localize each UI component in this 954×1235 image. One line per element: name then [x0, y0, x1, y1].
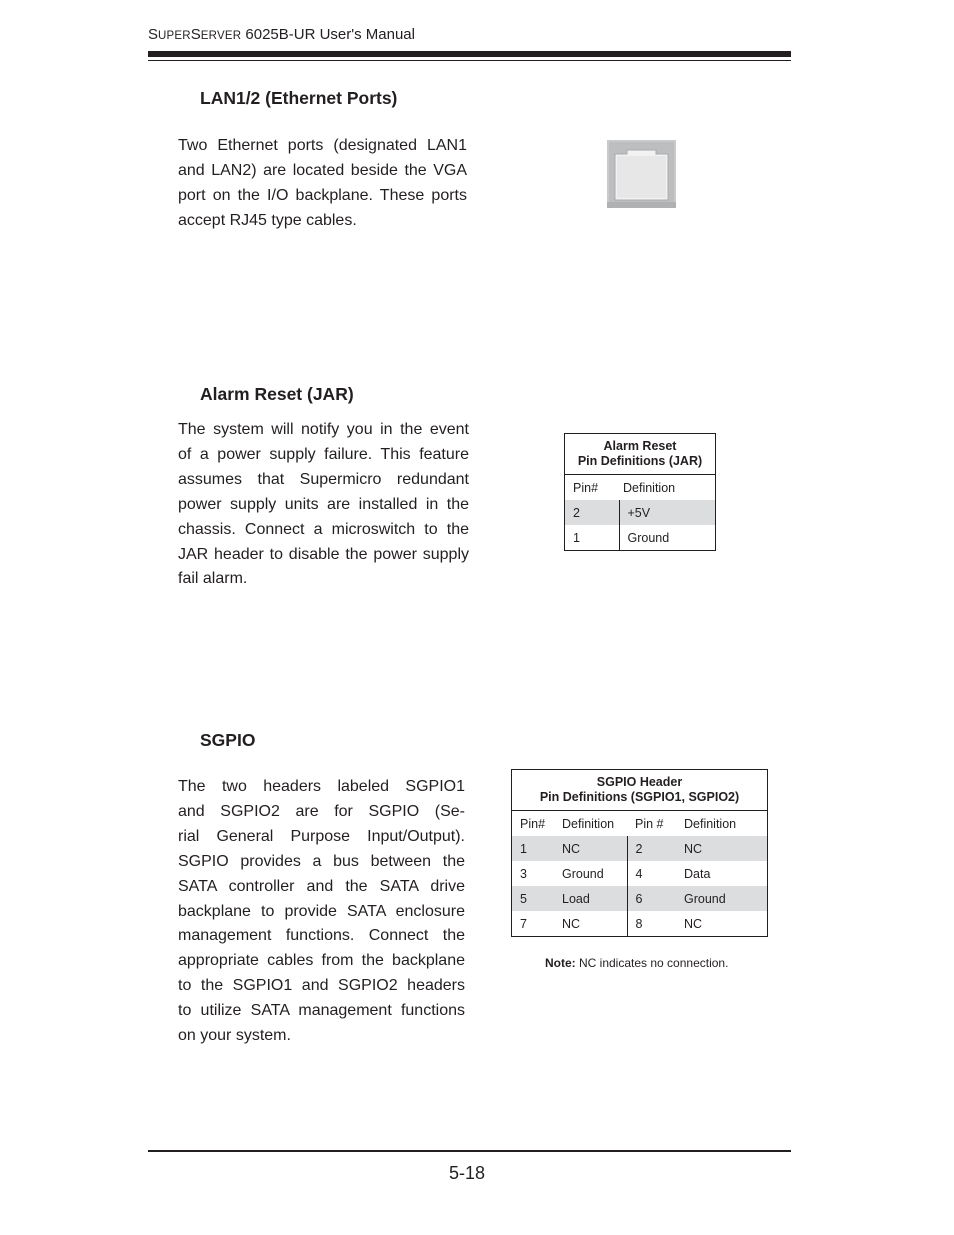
pin-cell: 4: [627, 861, 676, 886]
jar-heading: Alarm Reset (JAR): [200, 384, 354, 404]
sgpio-table-title: SGPIO Header Pin Definitions (SGPIO1, SGPIO2): [512, 770, 768, 811]
definition-cell: +5V: [619, 500, 716, 525]
col-header: Definition: [684, 816, 737, 831]
pin-cell: 2: [627, 836, 676, 861]
pin-cell: 1: [512, 836, 555, 861]
col-header: Pin#: [520, 816, 546, 831]
table-header-row: [565, 475, 716, 501]
definition-cell: NC: [554, 836, 627, 861]
running-header: SUPERSERVER 6025B-UR User's Manual: [148, 26, 415, 43]
sgpio-line: management functions. Connect the: [178, 927, 465, 945]
lan-line: and LAN2) are located beside the VGA: [178, 161, 467, 179]
lan-heading: LAN1/2 (Ethernet Ports): [200, 88, 398, 108]
pin-cell: 8: [627, 911, 676, 937]
jar-pin-table: [564, 433, 716, 551]
jar-line: of a power supply failure. This feature: [178, 445, 469, 463]
sgpio-line: to the SGPIO1 and SGPIO2 headers: [178, 977, 465, 995]
jar-table-title: Alarm Reset Pin Definitions (JAR): [565, 434, 716, 475]
jar-line: assumes that Supermicro redundant: [178, 470, 469, 488]
table-row: [512, 861, 768, 886]
lan-paragraph: [178, 134, 467, 234]
definition-cell: NC: [676, 836, 768, 861]
table-note: Note: NC indicates no connection.: [545, 956, 729, 970]
table-row: [512, 911, 768, 937]
pin-cell: 1: [573, 530, 580, 545]
lan-line: accept RJ45 type cables.: [178, 211, 357, 229]
col-header: Pin #: [635, 816, 664, 831]
page-number: 5-18: [449, 1163, 486, 1183]
col-header: Pin#: [573, 480, 599, 495]
definition-cell: NC: [562, 916, 581, 931]
sgpio-paragraph: [178, 775, 465, 1049]
jar-line: chassis. Connect a microswitch to the: [178, 520, 469, 538]
sgpio-line: SATA controller and the SATA drive: [178, 877, 465, 895]
sgpio-line: to utilize SATA management functions: [178, 1002, 465, 1020]
sgpio-heading: SGPIO: [200, 730, 256, 750]
col-header: Definition: [623, 480, 676, 495]
sgpio-line: rial General Purpose Input/Output).: [178, 827, 465, 845]
sgpio-line: backplane to provide SATA enclosure: [178, 902, 465, 920]
header-rule-thin: [148, 60, 791, 61]
table-row: [565, 525, 716, 551]
sgpio-line: on your system.: [178, 1027, 291, 1045]
definition-cell: Ground: [676, 886, 768, 911]
pin-cell: 2: [565, 500, 620, 525]
jar-line: JAR header to disable the power supply: [178, 545, 469, 563]
lan-line: port on the I/O backplane. These ports: [178, 186, 467, 204]
lan-line: Two Ethernet ports (designated LAN1: [178, 137, 467, 154]
sgpio-pin-table: [511, 769, 768, 937]
definition-cell: NC: [684, 916, 703, 931]
table-row: [565, 500, 716, 525]
sgpio-line: The two headers labeled SGPIO1: [178, 778, 465, 795]
sgpio-line: appropriate cables from the backplane: [178, 952, 465, 970]
footer-rule: [148, 1150, 791, 1152]
table-row: [512, 886, 768, 911]
pin-cell: 3: [520, 866, 527, 881]
jar-line: fail alarm.: [178, 570, 248, 588]
definition-cell: Ground: [562, 866, 604, 881]
jar-paragraph: [178, 418, 469, 592]
jar-line: The system will notify you in the event: [178, 421, 469, 438]
table-row: [512, 836, 768, 861]
jar-line: power supply units are installed in the: [178, 495, 469, 513]
header-rule-thick: [148, 51, 791, 57]
sgpio-line: and SGPIO2 are for SGPIO (Se-: [178, 802, 465, 820]
sgpio-line: SGPIO provides a bus between the: [178, 852, 465, 870]
pin-cell: 6: [627, 886, 676, 911]
definition-cell: Load: [554, 886, 627, 911]
pin-cell: 5: [512, 886, 555, 911]
definition-cell: Ground: [619, 525, 716, 551]
rj45-port-icon: [607, 140, 676, 208]
col-header: Definition: [562, 816, 615, 831]
definition-cell: Data: [684, 866, 711, 881]
table-header-row: [512, 811, 768, 837]
pin-cell: 7: [520, 916, 527, 931]
